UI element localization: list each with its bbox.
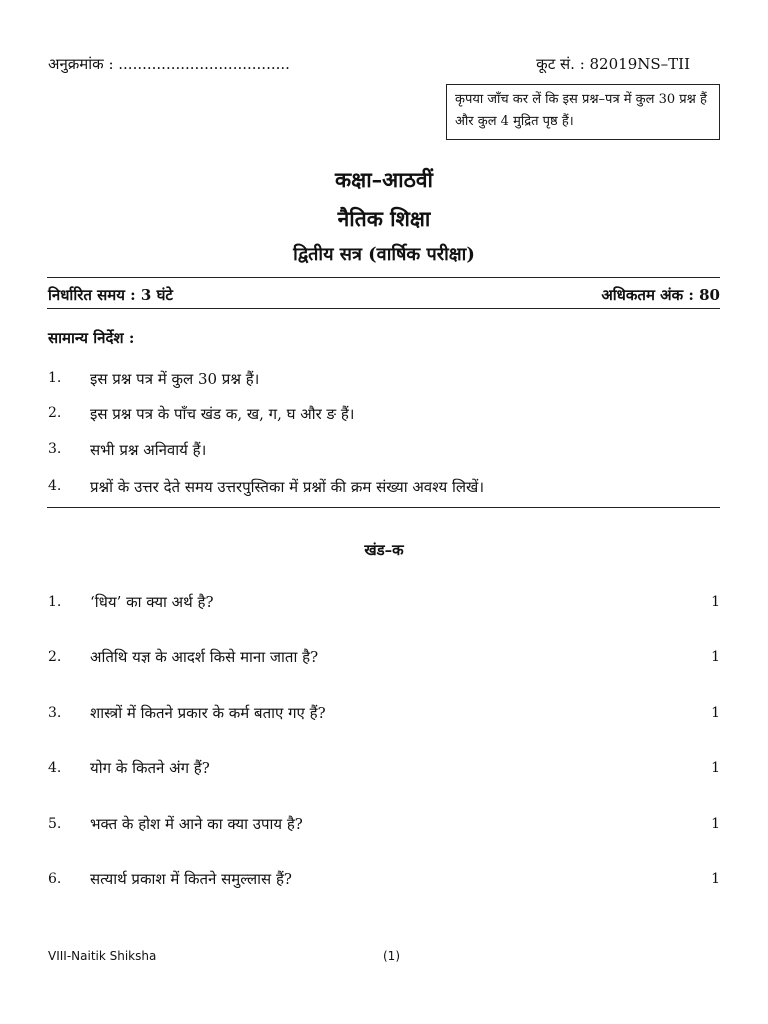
question-number: 2.	[48, 649, 62, 665]
header-bottom-rule	[47, 308, 720, 309]
subject-title: नैतिक शिक्षा	[337, 206, 431, 231]
instruction-number: 2.	[48, 405, 62, 421]
question-number: 4.	[48, 760, 62, 776]
question-text: सत्यार्थ प्रकाश में कितने समुल्लास हैं?	[90, 870, 292, 888]
question-marks: 1	[711, 760, 720, 776]
footer-paper-name: VIII-Naitik Shiksha	[48, 949, 157, 963]
question-text: अतिथि यज्ञ के आदर्श किसे माना जाता है?	[90, 648, 319, 666]
instruction-text: इस प्रश्न पत्र के पाँच खंड क, ख, ग, घ और ङ हैं।	[90, 405, 355, 423]
roll-number-label: अनुक्रमांक : ....................................	[48, 55, 290, 73]
question-text: ‘धिय’ का क्या अर्थ है?	[90, 593, 214, 611]
class-title: कक्षा–आठवीं	[335, 167, 433, 192]
question-number: 5.	[48, 816, 62, 832]
time-allowed: निर्धारित समय : 3 घंटे	[48, 286, 173, 304]
instructions-heading: सामान्य निर्देश :	[48, 329, 135, 347]
instruction-text: इस प्रश्न पत्र में कुल 30 प्रश्न हैं।	[90, 370, 260, 388]
instruction-number: 1.	[48, 370, 62, 386]
instruction-number: 3.	[48, 441, 62, 457]
maximum-marks: अधिकतम अंक : 80	[601, 286, 720, 304]
question-text: योग के कितने अंग हैं?	[90, 759, 210, 777]
instruction-text: सभी प्रश्न अनिवार्य हैं।	[90, 441, 207, 459]
page-number: (1)	[383, 949, 400, 963]
question-marks: 1	[711, 594, 720, 610]
page-count-notice: कृपया जाँच कर लें कि इस प्रश्न–पत्र में कुल 30 प्रश्न हैं और कुल 4 मुद्रित पृष्ठ हैं।	[446, 84, 720, 140]
section-heading: खंड–क	[364, 541, 404, 559]
question-text: भक्त के होश में आने का क्या उपाय है?	[90, 815, 303, 833]
question-text: शास्त्रों में कितने प्रकार के कर्म बताए गए हैं?	[90, 704, 326, 722]
paper-code: कूट सं. : 82019NS–TII	[536, 55, 690, 73]
question-marks: 1	[711, 871, 720, 887]
question-number: 3.	[48, 705, 62, 721]
instruction-text: प्रश्नों के उत्तर देते समय उत्तरपुस्तिका में प्रश्नों की क्रम संख्या अवश्य लिखें।	[90, 478, 484, 496]
question-marks: 1	[711, 816, 720, 832]
question-marks: 1	[711, 649, 720, 665]
question-marks: 1	[711, 705, 720, 721]
term-title: द्वितीय सत्र (वार्षिक परीक्षा)	[293, 244, 475, 265]
instruction-number: 4.	[48, 478, 62, 494]
question-number: 1.	[48, 594, 62, 610]
question-number: 6.	[48, 871, 62, 887]
instructions-rule	[47, 507, 720, 508]
header-top-rule	[47, 277, 720, 278]
